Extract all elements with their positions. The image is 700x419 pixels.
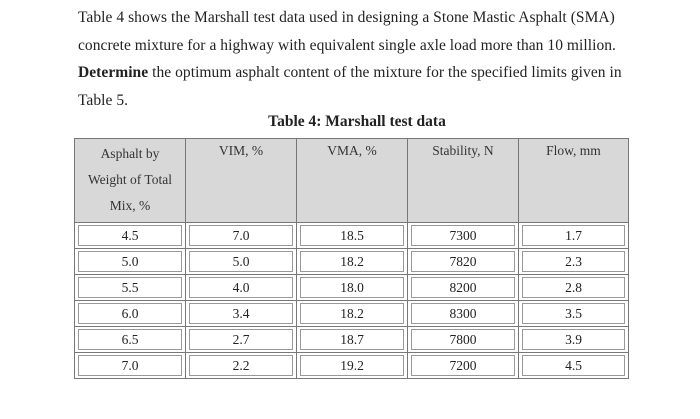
header-asphalt-content	[75, 139, 186, 223]
cell-stability: 8200	[408, 275, 519, 301]
marshall-test-table	[74, 138, 629, 379]
cell-asphalt: 5.5	[75, 275, 186, 301]
table-row	[75, 275, 629, 301]
cell-vma: 18.0	[297, 275, 408, 301]
header-vma: VMA, %	[297, 139, 408, 223]
cell-flow: 1.7	[519, 223, 629, 249]
cell-stability: 7820	[408, 249, 519, 275]
cell-vma: 18.2	[297, 301, 408, 327]
determine-keyword: Determine	[78, 64, 149, 81]
cell-vma: 18.7	[297, 327, 408, 353]
cell-vim: 2.2	[186, 353, 297, 379]
cell-asphalt: 7.0	[75, 353, 186, 379]
cell-vim: 3.4	[186, 301, 297, 327]
problem-line-4: Table 5.	[78, 91, 129, 109]
problem-statement	[78, 4, 668, 114]
cell-stability: 8300	[408, 301, 519, 327]
header-asphalt-line-3: Mix, %	[109, 198, 151, 213]
problem-line-2: concrete mixture for a highway with equivalent single axle load more than 10 million.	[78, 36, 616, 54]
problem-line-3	[78, 59, 668, 87]
table-row	[75, 301, 629, 327]
problem-line-3-rest: the optimum asphalt content of the mixture for the specified limits given in	[148, 64, 622, 81]
problem-line-1: Table 4 shows the Marshall test data used in designing a Stone Mastic Asphalt (SMA)	[78, 9, 615, 26]
cell-stability: 7200	[408, 353, 519, 379]
cell-asphalt: 5.0	[75, 249, 186, 275]
table-caption: Table 4: Marshall test data	[268, 113, 446, 130]
cell-vim: 4.0	[186, 275, 297, 301]
cell-stability: 7800	[408, 327, 519, 353]
header-asphalt-line-1: Asphalt by	[100, 146, 160, 161]
cell-flow: 3.9	[519, 327, 629, 353]
cell-vim: 7.0	[186, 223, 297, 249]
cell-flow: 2.8	[519, 275, 629, 301]
table-row	[75, 353, 629, 379]
cell-flow: 2.3	[519, 249, 629, 275]
cell-asphalt: 4.5	[75, 223, 186, 249]
cell-asphalt: 6.5	[75, 327, 186, 353]
header-vim: VIM, %	[186, 139, 297, 223]
header-flow: Flow, mm	[519, 139, 629, 223]
table-row	[75, 249, 629, 275]
table-row	[75, 327, 629, 353]
cell-vim: 5.0	[186, 249, 297, 275]
cell-stability: 7300	[408, 223, 519, 249]
cell-flow: 3.5	[519, 301, 629, 327]
cell-vma: 18.2	[297, 249, 408, 275]
header-asphalt-line-2: Weight of Total	[88, 172, 172, 187]
cell-vma: 19.2	[297, 353, 408, 379]
cell-flow: 4.5	[519, 353, 629, 379]
cell-vim: 2.7	[186, 327, 297, 353]
cell-asphalt: 6.0	[75, 301, 186, 327]
cell-vma: 18.5	[297, 223, 408, 249]
table-row	[75, 223, 629, 249]
header-stability: Stability, N	[408, 139, 519, 223]
